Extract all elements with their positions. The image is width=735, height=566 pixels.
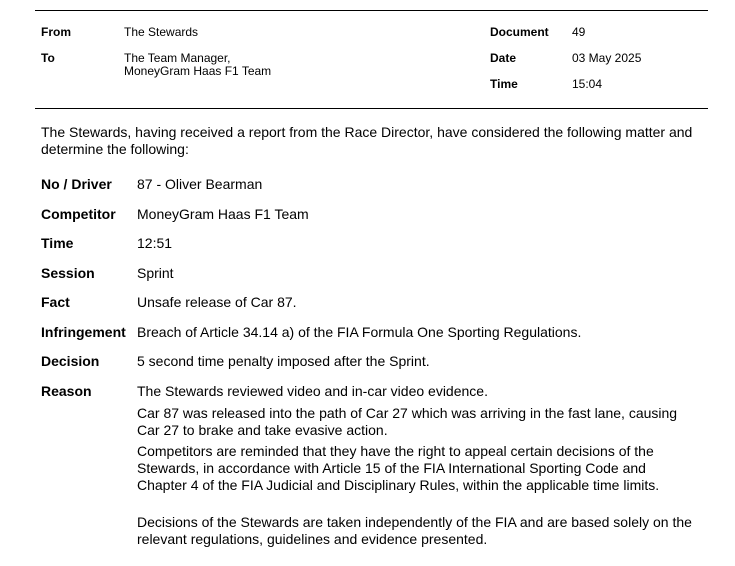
from-value: The Stewards [124, 25, 199, 39]
decision-value: 5 second time penalty imposed after the Sprint. [137, 353, 430, 369]
reason-paragraph-2: Car 87 was released into the path of Car 27 which was arriving in the fast lane, causing Car 27 to brake and take evasive action. [137, 405, 678, 438]
fact-value: Unsafe release of Car 87. [137, 294, 297, 310]
date-value: 03 May 2025 [572, 51, 642, 65]
date-label: Date [490, 51, 517, 65]
time-field-value: 12:51 [137, 235, 173, 251]
header-rule [35, 108, 708, 109]
driver-label: No / Driver [41, 176, 112, 192]
reason-paragraph-3: Competitors are reminded that they have the right to appeal certain decisions of the Stewards, in accordance with Article 15 of the FIA International Sporting Code and Chapter 4 of the FIA Judicial and Disciplinary Rules, within the applicable time limits. [137, 443, 660, 493]
to-value-line1: The Team Manager, [124, 51, 231, 65]
reason-paragraph-1: The Stewards reviewed video and in-car video evidence. [137, 383, 488, 399]
competitor-value: MoneyGram Haas F1 Team [137, 206, 309, 222]
reason-label: Reason [41, 383, 92, 399]
time-field-label: Time [41, 235, 74, 251]
driver-value: 87 - Oliver Bearman [137, 176, 263, 192]
from-label: From [41, 25, 71, 39]
document-label: Document [490, 25, 549, 39]
document-value: 49 [572, 25, 586, 39]
decision-label: Decision [41, 353, 100, 369]
reason-paragraph-4: Decisions of the Stewards are taken independently of the FIA and are based solely on the relevant regulations, guidelines and evidence presented. [137, 514, 692, 547]
competitor-label: Competitor [41, 206, 116, 222]
session-value: Sprint [137, 265, 174, 281]
session-label: Session [41, 265, 95, 281]
time-label: Time [490, 77, 518, 91]
time-value: 15:04 [572, 77, 603, 91]
intro-paragraph: The Stewards, having received a report from the Race Director, have considered the following matter and determine the following: [41, 124, 693, 157]
infringement-value: Breach of Article 34.14 a) of the FIA Formula One Sporting Regulations. [137, 324, 582, 340]
top-rule [35, 10, 708, 11]
to-value-line2: MoneyGram Haas F1 Team [124, 64, 272, 78]
fact-label: Fact [41, 294, 70, 310]
infringement-label: Infringement [41, 324, 126, 340]
to-label: To [41, 51, 55, 65]
